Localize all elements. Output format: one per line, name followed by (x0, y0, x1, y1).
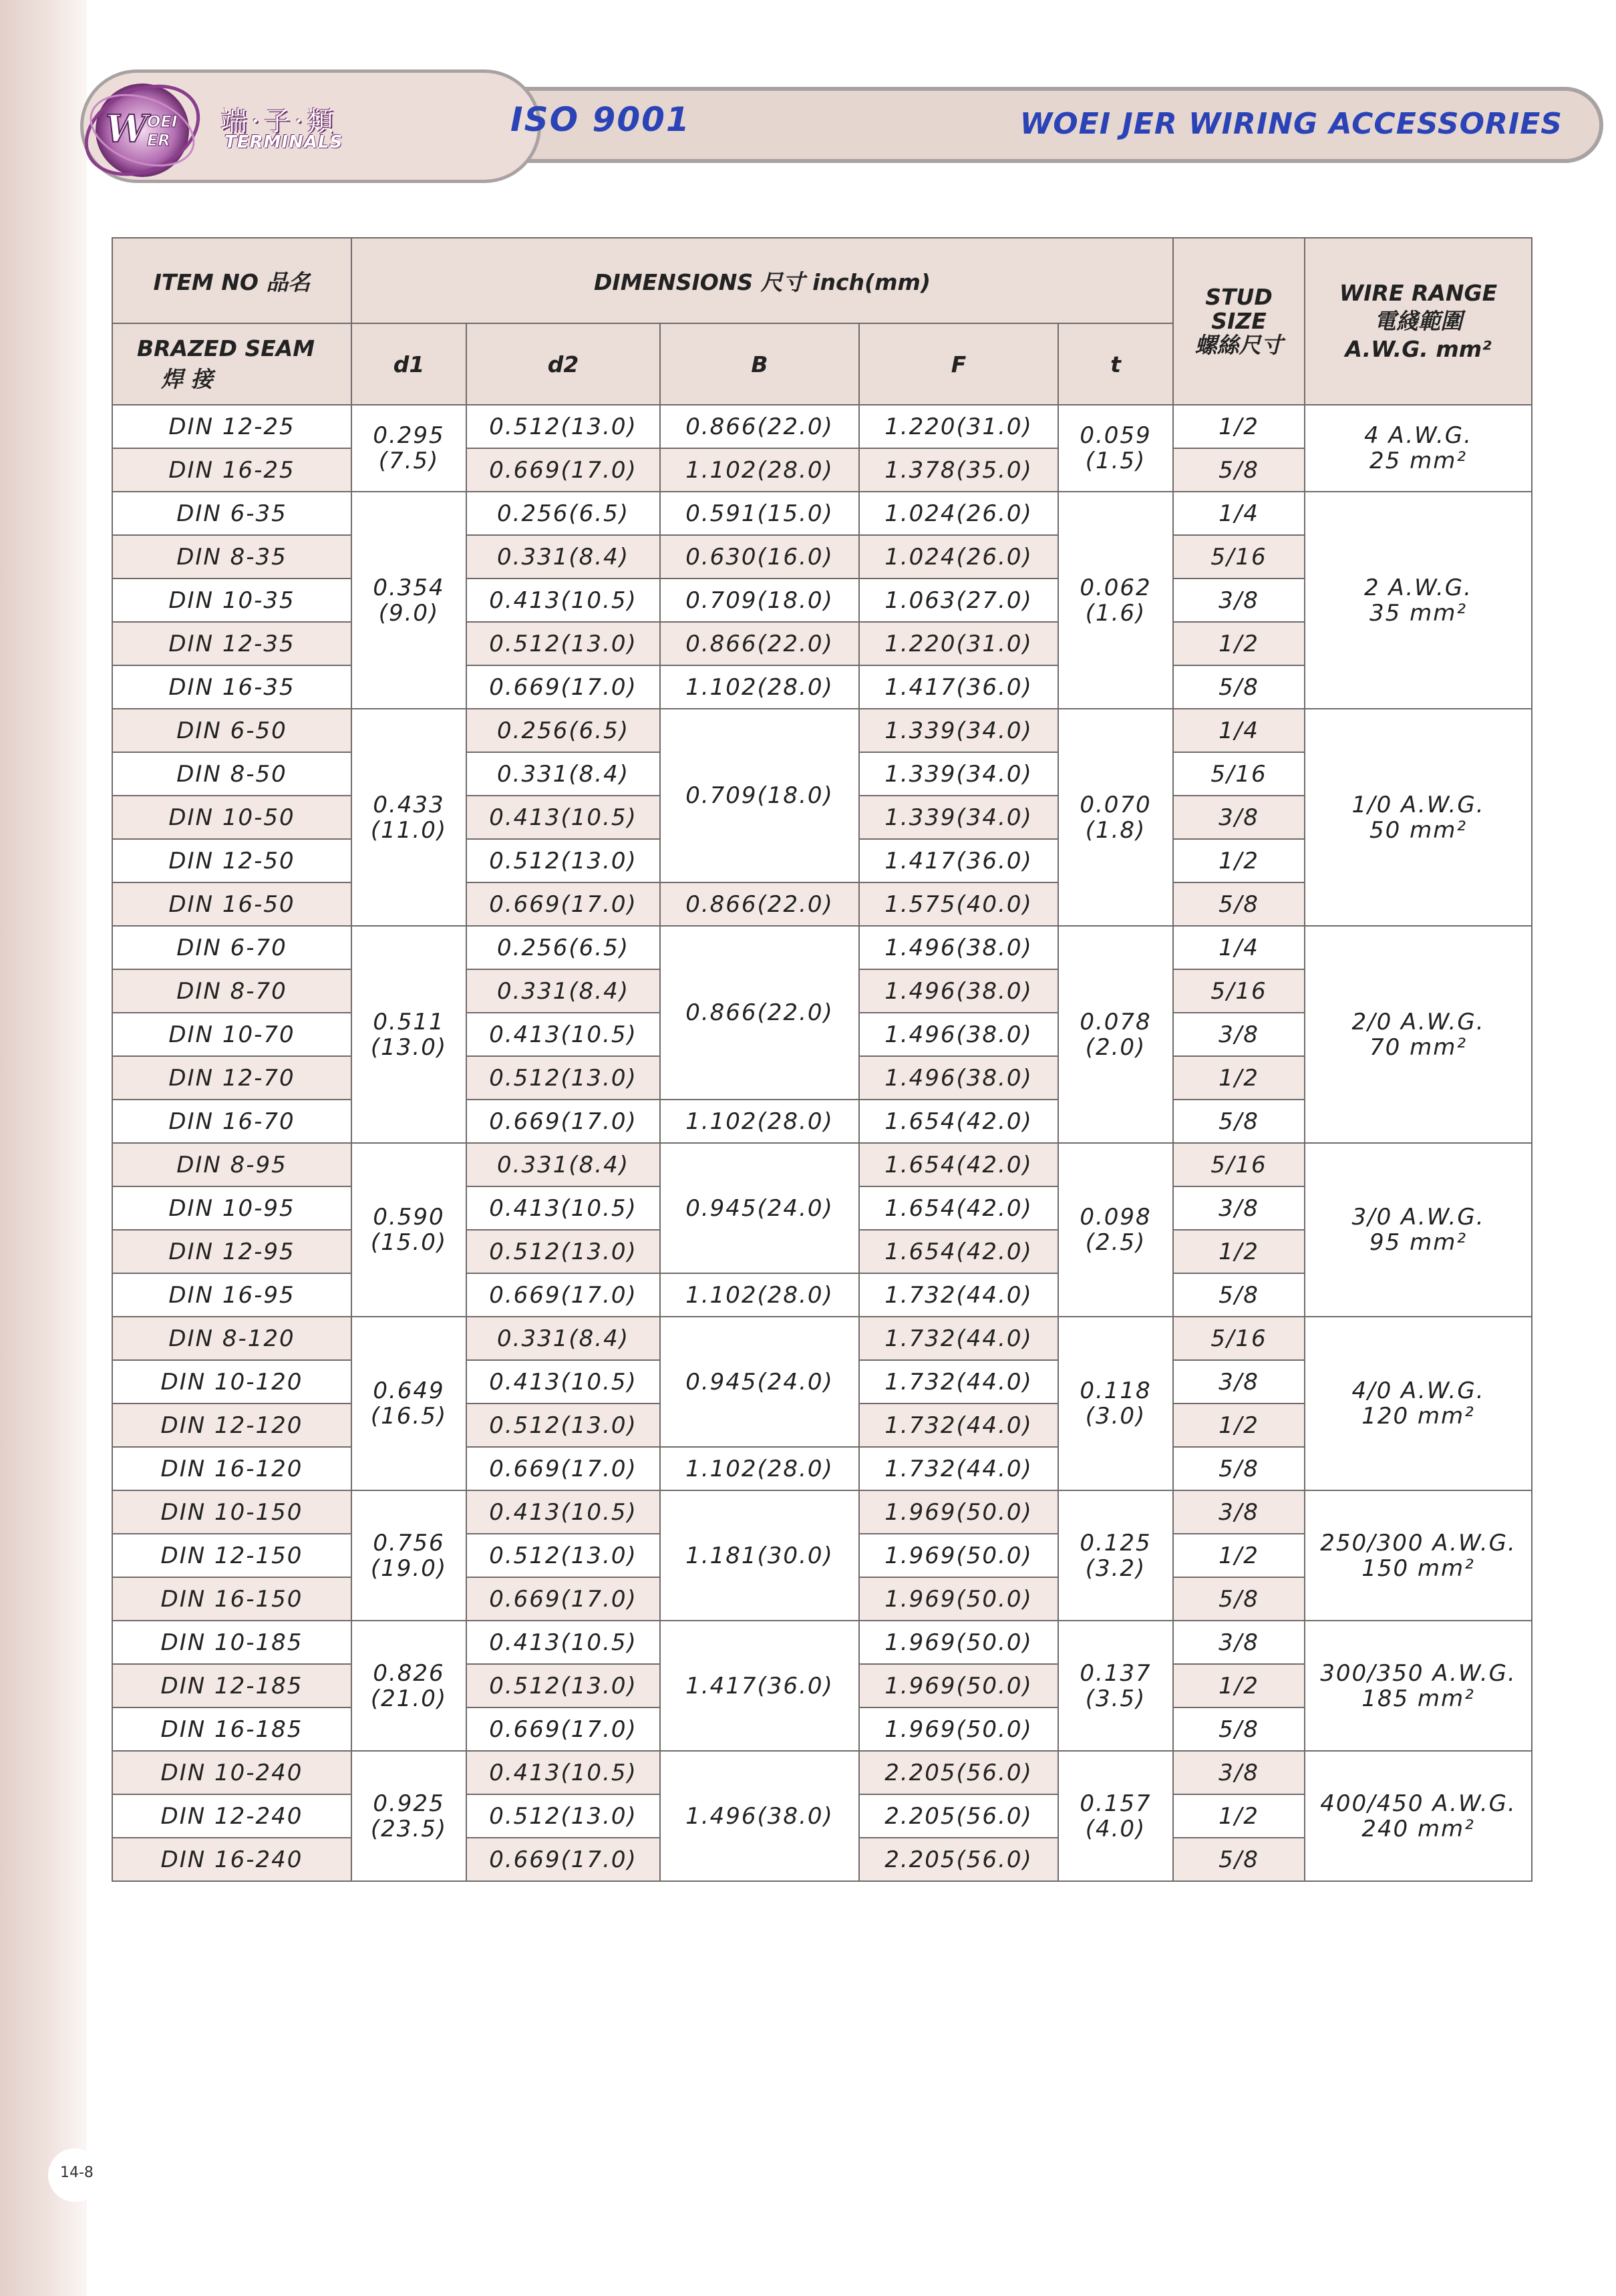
wire-range-cell (1305, 1317, 1532, 1490)
stud-size-cell: 1/4 (1173, 709, 1305, 752)
stud-size-cell: 5/16 (1173, 752, 1305, 796)
item-no-cell: DIN 12-120 (112, 1404, 351, 1447)
f-cell: 1.969(50.0) (859, 1577, 1058, 1621)
d1-cell (351, 1143, 466, 1317)
b-cell: 0.866(22.0) (660, 405, 859, 448)
header-dimensions: DIMENSIONS 尺寸 inch(mm) (351, 238, 1173, 323)
b-cell: 0.709(18.0) (660, 579, 859, 622)
stud-size-cell: 3/8 (1173, 1751, 1305, 1794)
d1-cell-value: 0.925 (373, 1790, 445, 1817)
t-cell (1058, 926, 1173, 1143)
t-cell (1058, 1143, 1173, 1317)
t-cell (1058, 1490, 1173, 1621)
wire-range-cell-mm: 70 mm² (1369, 1033, 1467, 1061)
f-cell: 1.339(34.0) (859, 796, 1058, 839)
f-cell: 1.496(38.0) (859, 1056, 1058, 1100)
b-cell: 0.630(16.0) (660, 535, 859, 579)
d1-cell-mm: (21.0) (370, 1685, 448, 1712)
d2-cell: 0.512(13.0) (466, 1056, 660, 1100)
item-no-cell: DIN 10-185 (112, 1621, 351, 1664)
t-cell-value: 0.125 (1080, 1529, 1152, 1556)
d2-cell: 0.669(17.0) (466, 1100, 660, 1143)
stud-size-cell: 3/8 (1173, 1186, 1305, 1230)
svg-text:OEI: OEI (147, 112, 178, 131)
b-cell: 0.945(24.0) (660, 1317, 859, 1447)
page-number: 14-8 (60, 2164, 94, 2181)
f-cell: 1.024(26.0) (859, 492, 1058, 535)
d1-cell (351, 405, 466, 492)
d2-cell: 0.669(17.0) (466, 1838, 660, 1881)
stud-size-cell: 3/8 (1173, 1360, 1305, 1404)
item-no-cell: DIN 16-70 (112, 1100, 351, 1143)
d2-cell: 0.331(8.4) (466, 535, 660, 579)
item-no-cell: DIN 16-150 (112, 1577, 351, 1621)
d2-cell: 0.512(13.0) (466, 622, 660, 665)
wire-range-cell (1305, 1621, 1532, 1751)
b-cell: 1.181(30.0) (660, 1490, 859, 1621)
item-no-cell: DIN 16-185 (112, 1707, 351, 1751)
item-no-cell: DIN 16-50 (112, 882, 351, 926)
b-cell: 0.591(15.0) (660, 492, 859, 535)
d1-cell-mm: (7.5) (378, 448, 440, 474)
f-cell: 1.220(31.0) (859, 405, 1058, 448)
item-no-cell: DIN 6-70 (112, 926, 351, 969)
specification-table (112, 237, 1532, 1882)
t-cell-mm: (3.2) (1085, 1554, 1146, 1582)
d2-cell: 0.512(13.0) (466, 405, 660, 448)
item-no-cell: DIN 12-50 (112, 839, 351, 882)
item-no-cell: DIN 8-95 (112, 1143, 351, 1186)
d1-cell-value: 0.826 (373, 1659, 445, 1687)
stud-size-cell: 1/4 (1173, 492, 1305, 535)
item-no-cell: DIN 12-70 (112, 1056, 351, 1100)
b-cell: 0.709(18.0) (660, 709, 859, 882)
wire-range-cell (1305, 709, 1532, 926)
wire-range-cell-value: 2/0 A.W.G. (1351, 1008, 1485, 1035)
stud-size-cell: 5/8 (1173, 1838, 1305, 1881)
d1-cell-value: 0.649 (373, 1377, 445, 1404)
wire-range-cell-value: 1/0 A.W.G. (1351, 791, 1485, 818)
d1-cell (351, 1621, 466, 1751)
table-row (112, 709, 1532, 752)
item-no-cell: DIN 12-150 (112, 1534, 351, 1577)
f-cell: 1.575(40.0) (859, 882, 1058, 926)
t-cell-mm: (1.8) (1085, 816, 1146, 844)
table-row (112, 405, 1532, 448)
item-no-cell: DIN 8-35 (112, 535, 351, 579)
wire-range-cell (1305, 492, 1532, 709)
t-cell-value: 0.157 (1080, 1790, 1152, 1817)
f-cell: 1.220(31.0) (859, 622, 1058, 665)
t-cell-mm: (1.6) (1085, 599, 1146, 627)
brazed-seam-line2: 焊 接 (161, 366, 213, 392)
wire-range-cell (1305, 405, 1532, 492)
stud-size-cell: 5/8 (1173, 882, 1305, 926)
d1-cell (351, 926, 466, 1143)
d1-cell-mm: (16.5) (370, 1403, 448, 1430)
stud-size-cell: 5/8 (1173, 1447, 1305, 1490)
d2-cell: 0.512(13.0) (466, 1404, 660, 1447)
header-d1: d1 (351, 323, 466, 405)
wire-range-cell (1305, 1751, 1532, 1881)
item-no-cell: DIN 10-150 (112, 1490, 351, 1534)
f-cell: 1.969(50.0) (859, 1534, 1058, 1577)
f-cell: 1.732(44.0) (859, 1317, 1058, 1360)
header-item-no: ITEM NO 品名 (112, 238, 351, 323)
d2-cell: 0.413(10.5) (466, 1013, 660, 1056)
stud-size-cell: 1/2 (1173, 405, 1305, 448)
stud-size-cell: 3/8 (1173, 579, 1305, 622)
brazed-seam-line1: BRAZED SEAM (137, 335, 315, 361)
d2-cell: 0.413(10.5) (466, 1621, 660, 1664)
f-cell: 2.205(56.0) (859, 1751, 1058, 1794)
item-no-cell: DIN 10-50 (112, 796, 351, 839)
company-logo (79, 67, 206, 194)
iso-certification: ISO 9001 (510, 100, 691, 139)
wire-range-cell-mm: 150 mm² (1361, 1554, 1475, 1582)
item-no-cell: DIN 16-95 (112, 1273, 351, 1317)
t-cell-mm: (3.5) (1085, 1685, 1146, 1712)
d2-cell: 0.331(8.4) (466, 1143, 660, 1186)
t-cell-value: 0.059 (1080, 422, 1152, 449)
d1-cell (351, 1317, 466, 1490)
item-no-cell: DIN 8-70 (112, 969, 351, 1013)
b-cell: 1.102(28.0) (660, 665, 859, 709)
stud-size-cell: 5/8 (1173, 448, 1305, 492)
item-no-cell: DIN 16-120 (112, 1447, 351, 1490)
f-cell: 1.732(44.0) (859, 1273, 1058, 1317)
svg-text:ER: ER (147, 131, 170, 150)
d1-cell-value: 0.354 (373, 574, 445, 601)
item-no-cell: DIN 8-120 (112, 1317, 351, 1360)
f-cell: 1.654(42.0) (859, 1230, 1058, 1273)
d2-cell: 0.413(10.5) (466, 1490, 660, 1534)
table-row (112, 1751, 1532, 1794)
d2-cell: 0.512(13.0) (466, 1534, 660, 1577)
logo-terminals-text: TERMINALS (224, 132, 343, 152)
b-cell: 1.102(28.0) (660, 1447, 859, 1490)
item-no-cell: DIN 16-25 (112, 448, 351, 492)
stud-size-cell: 1/2 (1173, 1230, 1305, 1273)
f-cell: 1.654(42.0) (859, 1100, 1058, 1143)
b-cell: 0.945(24.0) (660, 1143, 859, 1273)
header-t: t (1058, 323, 1173, 405)
d2-cell: 0.669(17.0) (466, 448, 660, 492)
wire-range-cell-mm: 25 mm² (1369, 448, 1467, 474)
d1-cell (351, 1490, 466, 1621)
d1-cell (351, 709, 466, 926)
f-cell: 1.732(44.0) (859, 1404, 1058, 1447)
f-cell: 1.969(50.0) (859, 1490, 1058, 1534)
t-cell (1058, 1621, 1173, 1751)
svg-text:W: W (106, 107, 148, 151)
table-body (112, 405, 1532, 1881)
t-cell (1058, 405, 1173, 492)
wire-range-cell-mm: 50 mm² (1369, 816, 1467, 844)
stud-size-line1: STUD (1205, 284, 1273, 310)
item-no-cell: DIN 6-35 (112, 492, 351, 535)
header-brazed-seam (112, 323, 351, 405)
d2-cell: 0.669(17.0) (466, 1273, 660, 1317)
wire-range-cell-value: 4/0 A.W.G. (1351, 1377, 1485, 1404)
f-cell: 1.417(36.0) (859, 665, 1058, 709)
item-no-cell: DIN 12-240 (112, 1794, 351, 1838)
stud-size-cell: 5/8 (1173, 665, 1305, 709)
d1-cell (351, 1751, 466, 1881)
d2-cell: 0.331(8.4) (466, 752, 660, 796)
d2-cell: 0.413(10.5) (466, 579, 660, 622)
d1-cell-value: 0.433 (373, 791, 445, 818)
d2-cell: 0.669(17.0) (466, 882, 660, 926)
f-cell: 1.654(42.0) (859, 1143, 1058, 1186)
stud-size-cell: 3/8 (1173, 1621, 1305, 1664)
item-no-cell: DIN 16-35 (112, 665, 351, 709)
f-cell: 1.063(27.0) (859, 579, 1058, 622)
f-cell: 2.205(56.0) (859, 1838, 1058, 1881)
stud-size-cell: 1/2 (1173, 839, 1305, 882)
d2-cell: 0.413(10.5) (466, 1751, 660, 1794)
wire-range-cell-value: 2 A.W.G. (1364, 574, 1472, 601)
wire-range-cell (1305, 926, 1532, 1143)
wire-range-cell-value: 300/350 A.W.G. (1320, 1659, 1516, 1687)
f-cell: 1.969(50.0) (859, 1707, 1058, 1751)
stud-size-cell: 1/2 (1173, 1404, 1305, 1447)
d1-cell-mm: (11.0) (370, 816, 448, 844)
wire-range-cell-mm: 35 mm² (1369, 599, 1467, 627)
b-cell: 0.866(22.0) (660, 622, 859, 665)
wire-range-cell-mm: 120 mm² (1361, 1403, 1475, 1430)
d2-cell: 0.669(17.0) (466, 1447, 660, 1490)
d1-cell-mm: (9.0) (378, 599, 440, 627)
d1-cell-value: 0.756 (373, 1529, 445, 1556)
header-wire-range (1305, 238, 1532, 405)
t-cell (1058, 492, 1173, 709)
table-row (112, 926, 1532, 969)
d1-cell (351, 492, 466, 709)
stud-size-cell: 1/2 (1173, 1794, 1305, 1838)
item-no-cell: DIN 10-240 (112, 1751, 351, 1794)
t-cell (1058, 1751, 1173, 1881)
wire-range-cell-value: 4 A.W.G. (1364, 422, 1472, 449)
wire-range-cell-value: 400/450 A.W.G. (1320, 1790, 1516, 1817)
stud-size-cell: 5/8 (1173, 1273, 1305, 1317)
t-cell (1058, 709, 1173, 926)
d2-cell: 0.512(13.0) (466, 1230, 660, 1273)
stud-size-cell: 1/2 (1173, 1664, 1305, 1707)
header-B: B (660, 323, 859, 405)
item-no-cell: DIN 12-95 (112, 1230, 351, 1273)
b-cell: 1.102(28.0) (660, 448, 859, 492)
stud-size-cell: 5/16 (1173, 969, 1305, 1013)
item-no-cell: DIN 8-50 (112, 752, 351, 796)
stud-size-cell: 1/2 (1173, 1534, 1305, 1577)
table-row (112, 1317, 1532, 1360)
f-cell: 1.024(26.0) (859, 535, 1058, 579)
d1-cell-mm: (23.5) (370, 1815, 448, 1842)
page-title: WOEI JER WIRING ACCESSORIES (1019, 107, 1563, 141)
b-cell: 1.102(28.0) (660, 1273, 859, 1317)
d1-cell-value: 0.590 (373, 1204, 445, 1231)
t-cell-mm: (4.0) (1085, 1815, 1146, 1842)
stud-size-cell: 1/2 (1173, 1056, 1305, 1100)
item-no-cell: DIN 6-50 (112, 709, 351, 752)
f-cell: 1.496(38.0) (859, 926, 1058, 969)
side-decor-strip (0, 0, 87, 2296)
t-cell-mm: (2.0) (1085, 1033, 1146, 1061)
stud-size-line2: SIZE (1211, 308, 1267, 334)
d2-cell: 0.669(17.0) (466, 1707, 660, 1751)
stud-size-cell: 5/8 (1173, 1577, 1305, 1621)
f-cell: 1.496(38.0) (859, 1013, 1058, 1056)
t-cell-mm: (1.5) (1085, 448, 1146, 474)
b-cell: 1.496(38.0) (660, 1751, 859, 1881)
t-cell-value: 0.118 (1080, 1377, 1152, 1404)
d2-cell: 0.413(10.5) (466, 1360, 660, 1404)
f-cell: 1.339(34.0) (859, 752, 1058, 796)
f-cell: 2.205(56.0) (859, 1794, 1058, 1838)
wire-range-cell-mm: 95 mm² (1369, 1229, 1467, 1256)
stud-size-cell: 5/8 (1173, 1707, 1305, 1751)
t-cell-mm: (3.0) (1085, 1403, 1146, 1430)
t-cell-value: 0.070 (1080, 791, 1152, 818)
d2-cell: 0.512(13.0) (466, 1794, 660, 1838)
item-no-cell: DIN 10-70 (112, 1013, 351, 1056)
t-cell-value: 0.137 (1080, 1659, 1152, 1687)
d1-cell-value: 0.295 (373, 422, 445, 449)
b-cell: 0.866(22.0) (660, 882, 859, 926)
d1-cell-value: 0.511 (373, 1008, 445, 1035)
item-no-cell: DIN 10-120 (112, 1360, 351, 1404)
stud-size-cell: 5/8 (1173, 1100, 1305, 1143)
t-cell-value: 0.062 (1080, 574, 1152, 601)
d2-cell: 0.669(17.0) (466, 665, 660, 709)
table-row (112, 1490, 1532, 1534)
table-row (112, 1143, 1532, 1186)
stud-size-cell: 3/8 (1173, 796, 1305, 839)
wire-range-cell-mm: 185 mm² (1361, 1685, 1475, 1712)
d2-cell: 0.256(6.5) (466, 709, 660, 752)
stud-size-cell: 1/2 (1173, 622, 1305, 665)
item-no-cell: DIN 12-35 (112, 622, 351, 665)
logo-chinese-text: 端·子·類 (220, 106, 338, 137)
f-cell: 1.732(44.0) (859, 1447, 1058, 1490)
f-cell: 1.378(35.0) (859, 448, 1058, 492)
t-cell-value: 0.098 (1080, 1204, 1152, 1231)
f-cell: 1.654(42.0) (859, 1186, 1058, 1230)
d2-cell: 0.331(8.4) (466, 969, 660, 1013)
wire-range-line2: 電綫範圍 (1374, 308, 1462, 334)
header-d2: d2 (466, 323, 660, 405)
wire-range-cell (1305, 1143, 1532, 1317)
wire-range-cell-mm: 240 mm² (1361, 1815, 1475, 1842)
wire-range-cell-value: 250/300 A.W.G. (1320, 1529, 1516, 1556)
t-cell-mm: (2.5) (1085, 1229, 1146, 1256)
f-cell: 1.496(38.0) (859, 969, 1058, 1013)
d2-cell: 0.669(17.0) (466, 1577, 660, 1621)
logo-swirl-icon (79, 67, 206, 194)
stud-size-line3: 螺絲尺寸 (1194, 332, 1283, 358)
stud-size-cell: 5/16 (1173, 535, 1305, 579)
header-stud-size (1173, 238, 1305, 405)
table-row (112, 1621, 1532, 1664)
d1-cell-mm: (15.0) (370, 1229, 448, 1256)
stud-size-cell: 3/8 (1173, 1013, 1305, 1056)
wire-range-cell-value: 3/0 A.W.G. (1351, 1204, 1485, 1231)
d1-cell-mm: (13.0) (370, 1033, 448, 1061)
f-cell: 1.339(34.0) (859, 709, 1058, 752)
t-cell-value: 0.078 (1080, 1008, 1152, 1035)
f-cell: 1.417(36.0) (859, 839, 1058, 882)
item-no-cell: DIN 12-185 (112, 1664, 351, 1707)
wire-range-line1: WIRE RANGE (1339, 280, 1498, 306)
d2-cell: 0.413(10.5) (466, 1186, 660, 1230)
item-no-cell: DIN 12-25 (112, 405, 351, 448)
d2-cell: 0.512(13.0) (466, 1664, 660, 1707)
f-cell: 1.969(50.0) (859, 1664, 1058, 1707)
wire-range-line3: A.W.G. mm² (1345, 336, 1492, 362)
d2-cell: 0.256(6.5) (466, 926, 660, 969)
item-no-cell: DIN 16-240 (112, 1838, 351, 1881)
b-cell: 1.102(28.0) (660, 1100, 859, 1143)
d2-cell: 0.331(8.4) (466, 1317, 660, 1360)
b-cell: 1.417(36.0) (660, 1621, 859, 1751)
d1-cell-mm: (19.0) (370, 1554, 448, 1582)
table-row (112, 492, 1532, 535)
f-cell: 1.969(50.0) (859, 1621, 1058, 1664)
d2-cell: 0.256(6.5) (466, 492, 660, 535)
item-no-cell: DIN 10-95 (112, 1186, 351, 1230)
t-cell (1058, 1317, 1173, 1490)
f-cell: 1.732(44.0) (859, 1360, 1058, 1404)
header-F: F (859, 323, 1058, 405)
d2-cell: 0.413(10.5) (466, 796, 660, 839)
d2-cell: 0.512(13.0) (466, 839, 660, 882)
wire-range-cell (1305, 1490, 1532, 1621)
b-cell: 0.866(22.0) (660, 926, 859, 1100)
stud-size-cell: 5/16 (1173, 1317, 1305, 1360)
stud-size-cell: 5/16 (1173, 1143, 1305, 1186)
item-no-cell: DIN 10-35 (112, 579, 351, 622)
stud-size-cell: 3/8 (1173, 1490, 1305, 1534)
stud-size-cell: 1/4 (1173, 926, 1305, 969)
